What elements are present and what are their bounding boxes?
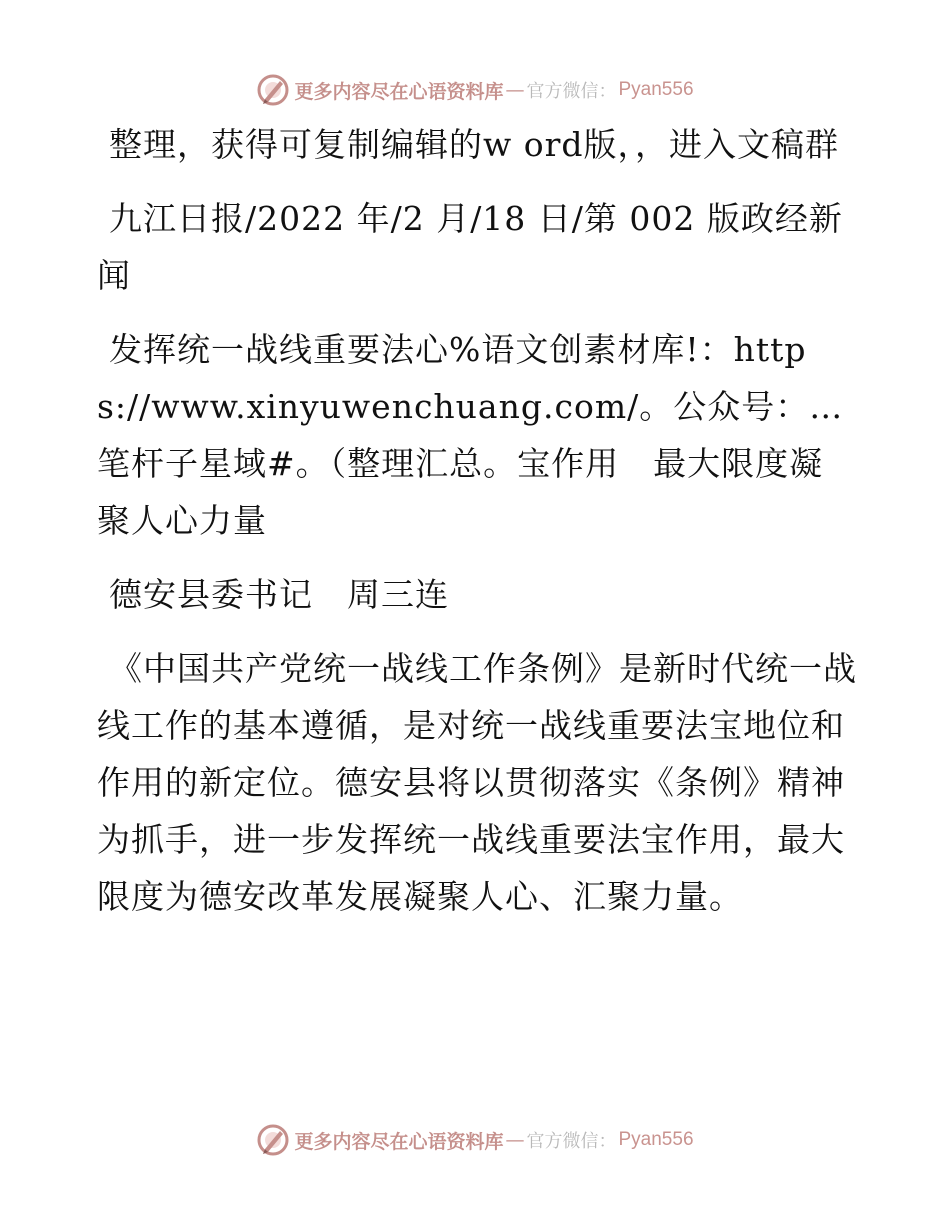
pen-logo-icon xyxy=(256,1123,290,1157)
source-line: 九江日报/2022 年/2 月/18 日/第 002 版政经新闻 xyxy=(97,199,843,295)
watermark-separator: — xyxy=(505,79,525,101)
header-watermark xyxy=(0,68,950,112)
watermark-group xyxy=(256,73,693,107)
body-paragraph: 《中国共产党统一战线工作条例》是新时代统一战线工作的基本遵循，是对统一战线重要法宝地位和作用的新定位。德安县将以贯彻落实《条例》精神为抓手，进一步发挥统一战线重要法宝作用，最大限度为德安改革发展凝聚人心、汇聚力量。 xyxy=(97,649,857,916)
author-line: 德安县委书记 周三连 xyxy=(109,575,449,614)
watermark-subtitle: 官方微信： xyxy=(526,1131,617,1152)
watermark-title: 更多内容尽在心语资料库 xyxy=(294,1130,504,1153)
watermark-wechat-id: Pyan556 xyxy=(618,79,694,100)
watermark-title: 更多内容尽在心语资料库 xyxy=(294,80,504,103)
watermark-separator: — xyxy=(505,1129,525,1151)
watermark-group xyxy=(256,1123,693,1157)
document-body xyxy=(97,116,857,942)
footer-watermark xyxy=(0,1118,950,1162)
intro-paragraph: 整理，获得可复制编辑的w ord版，，进入文稿群 xyxy=(109,125,840,164)
watermark-subtitle: 官方微信： xyxy=(526,81,617,102)
pen-logo-icon xyxy=(256,73,290,107)
watermark-wechat-id: Pyan556 xyxy=(618,1129,694,1150)
article-title: 发挥统一战线重要法心%语文创素材库!：https://www.xinyuwenchuang.com/。公众号：…笔杆子星域#。（整理汇总。宝作用 最大限度凝聚人心力量 xyxy=(97,330,844,540)
